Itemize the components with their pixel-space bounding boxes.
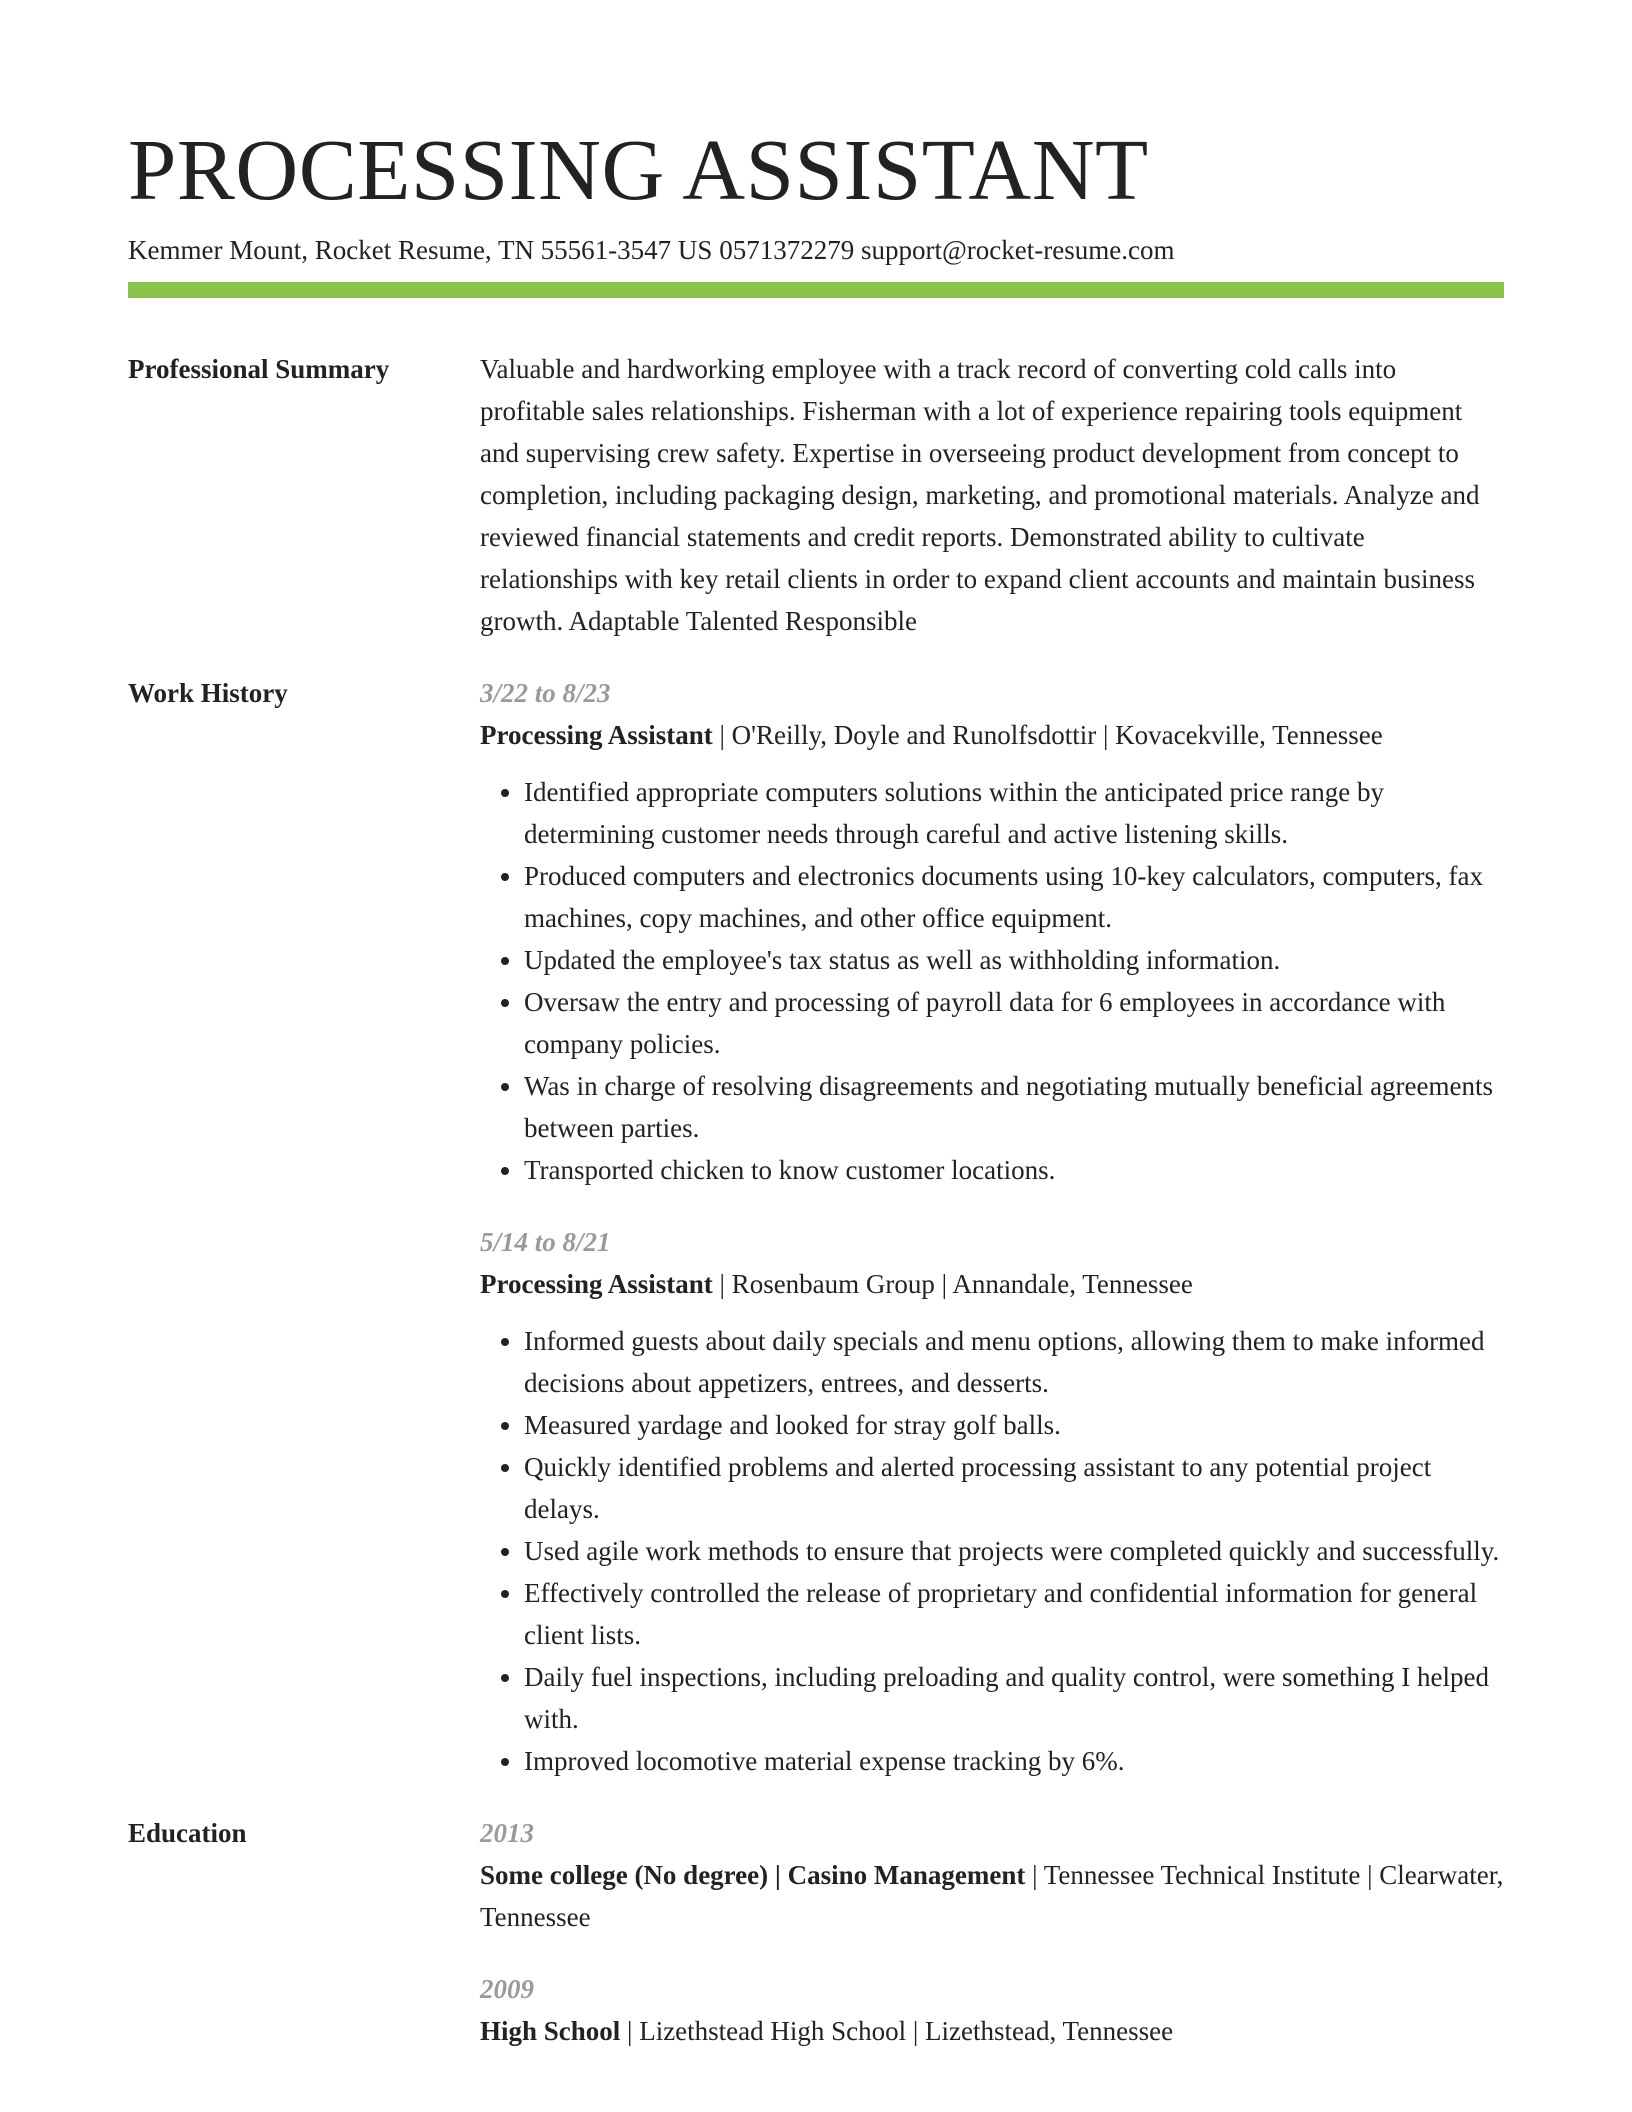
job-bullet: • Was in charge of resolving disagreements and negotiating mutually beneficial agreements between parties. xyxy=(524,1065,1504,1149)
job-bullet: • Updated the employee's tax status as well as withholding information. xyxy=(524,939,1504,981)
education-school-location: | Tennessee Technical Institute | Clearwater, Tennessee xyxy=(480,1860,1504,1932)
education-entry xyxy=(480,1968,1504,2052)
section-label-summary: Professional Summary xyxy=(128,354,390,384)
education-section xyxy=(128,1812,1504,2052)
section-label-education: Education xyxy=(128,1818,247,1848)
job-title-line xyxy=(480,714,1504,756)
job-bullet: • Transported chicken to know customer locations. xyxy=(524,1149,1504,1191)
work-history-section xyxy=(128,672,1504,1782)
job-employer-location: | O'Reilly, Doyle and Runolfsdottir | Kovacekville, Tennessee xyxy=(712,720,1383,750)
education-line xyxy=(480,1854,1504,1938)
job-employer-location: | Rosenbaum Group | Annandale, Tennessee xyxy=(712,1269,1193,1299)
job-bullet: • Quickly identified problems and alerted processing assistant to any potential project delays. xyxy=(524,1446,1504,1530)
job-title: Processing Assistant xyxy=(480,720,713,750)
resume-title: PROCESSING ASSISTANT xyxy=(128,121,1149,218)
job-bullet: • Used agile work methods to ensure that projects were completed quickly and successfully. xyxy=(524,1530,1504,1572)
education-degree: Some college (No degree) | Casino Management xyxy=(480,1860,1026,1890)
education-year: 2013 xyxy=(480,1818,534,1848)
job-dates: 5/14 to 8/21 xyxy=(480,1227,611,1257)
job-entry xyxy=(480,1221,1504,1782)
summary-text: Valuable and hardworking employee with a track record of converting cold calls into profitable sales relationships. Fisherman with a lot of experience repairing tools equipment and supervising crew safety. Expertise in overseeing product development from concept to completion, including packaging design, marketing, and promotional materials. Analyze and reviewed financial statements and credit reports. Demonstrated ability to cultivate relationships with key retail clients in order to expand client accounts and maintain business growth. Adaptable Talented Responsible xyxy=(480,354,1480,636)
job-entry xyxy=(480,672,1504,1191)
professional-summary-section xyxy=(128,348,1504,642)
job-bullet: • Identified appropriate computers solutions within the anticipated price range by determining customer needs through careful and active listening skills. xyxy=(524,771,1504,855)
job-bullet: • Oversaw the entry and processing of payroll data for 6 employees in accordance with company policies. xyxy=(524,981,1504,1065)
education-year: 2009 xyxy=(480,1974,534,2004)
education-entry xyxy=(480,1812,1504,1938)
education-school-location: | Lizethstead High School | Lizethstead, Tennessee xyxy=(620,2016,1174,2046)
education-line xyxy=(480,2010,1504,2052)
education-body xyxy=(480,1812,1504,2052)
job-dates: 3/22 to 8/23 xyxy=(480,678,611,708)
education-degree: High School xyxy=(480,2016,621,2046)
job-title-line xyxy=(480,1263,1504,1305)
job-bullet: • Effectively controlled the release of proprietary and confidential information for general client lists. xyxy=(524,1572,1504,1656)
job-title: Processing Assistant xyxy=(480,1269,713,1299)
job-bullets xyxy=(480,771,1504,1191)
job-bullet: • Improved locomotive material expense tracking by 6%. xyxy=(524,1740,1504,1782)
job-bullet: • Produced computers and electronics documents using 10-key calculators, computers, fax machines, copy machines, and other office equipment. xyxy=(524,855,1504,939)
accent-divider xyxy=(128,282,1504,298)
job-bullet: • Daily fuel inspections, including preloading and quality control, were something I helped with. xyxy=(524,1656,1504,1740)
contact-line: Kemmer Mount, Rocket Resume, TN 55561-3547 US 0571372279 support@rocket-resume.com xyxy=(128,235,1175,265)
job-bullet: • Measured yardage and looked for stray golf balls. xyxy=(524,1404,1504,1446)
work-history-body xyxy=(480,672,1504,1782)
job-bullets xyxy=(480,1320,1504,1782)
job-bullet: • Informed guests about daily specials and menu options, allowing them to make informed decisions about appetizers, entrees, and desserts. xyxy=(524,1320,1504,1404)
resume-page xyxy=(128,118,1504,2052)
section-label-work: Work History xyxy=(128,678,288,708)
